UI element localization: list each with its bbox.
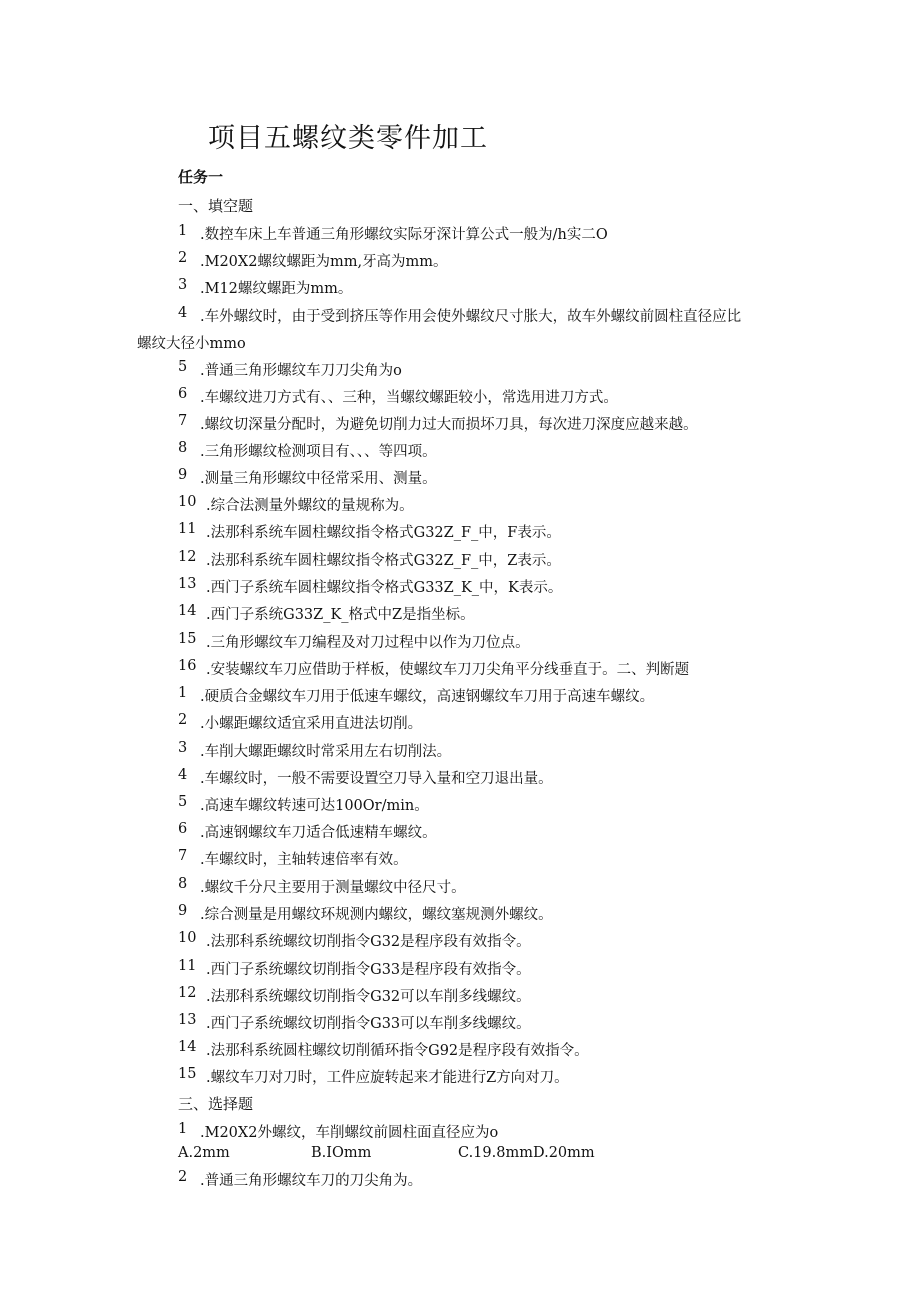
choice-option: A.2mm (178, 1145, 230, 1161)
item-text: .综合法测量外螺纹的量规称为。 (206, 498, 414, 514)
item-text: .螺纹千分尺主要用于测量螺纹中径尺寸。 (200, 880, 466, 896)
item-text: .车削大螺距螺纹时常采用左右切削法。 (200, 744, 452, 760)
item-number: 4 (178, 767, 188, 783)
item-text: .螺纹切深量分配时，为避免切削力过大而损坏刀具，每次进刀深度应越来越。 (200, 417, 698, 433)
item-number: 8 (178, 876, 188, 892)
item-text: .数控车床上车普通三角形螺纹实际牙深计算公式一般为/h实二O (200, 227, 608, 243)
section-choice-heading: 三、选择题 (178, 1095, 254, 1113)
section-fill-heading: 一、填空题 (178, 197, 254, 215)
item-number: 2 (178, 712, 188, 728)
item-number: 11 (178, 958, 197, 974)
item-text: .法那科系统螺纹切削指令G32可以车削多线螺纹。 (206, 989, 531, 1005)
item-number: 1 (178, 1121, 188, 1137)
item-text: .车外螺纹时，由于受到挤压等作用会使外螺纹尺寸胀大，故车外螺纹前圆柱直径应比 (200, 309, 742, 325)
item-number: 1 (178, 223, 188, 239)
item-text: .车螺纹进刀方式有、、三种，当螺纹螺距较小，常选用进刀方式。 (200, 390, 618, 406)
item-number: 1 (178, 685, 188, 701)
item-number: 15 (178, 631, 197, 647)
item-text: .普通三角形螺纹车刀刀尖角为o (200, 363, 402, 379)
item-text: .普通三角形螺纹车刀的刀尖角为。 (200, 1173, 423, 1189)
item-number: 11 (178, 521, 197, 537)
item-text: .车螺纹时，一般不需要设置空刀导入量和空刀退出量。 (200, 771, 553, 787)
item-number: 14 (178, 1039, 197, 1055)
item-text: .M12螺纹螺距为mm。 (200, 281, 353, 297)
item-text: .法那科系统车圆柱螺纹指令格式G32Z_F_中，Z表示。 (206, 553, 561, 569)
item-number: 10 (178, 930, 197, 946)
item-text: .高速车螺纹转速可达100Or/min。 (200, 798, 429, 814)
item-number: 4 (178, 305, 188, 321)
choice-option: C.19.8mmD.20mm (458, 1145, 595, 1161)
item-number: 16 (178, 658, 197, 674)
item-number: 7 (178, 848, 188, 864)
item-number: 10 (178, 494, 197, 510)
item-number: 15 (178, 1066, 197, 1082)
fill-item-continuation: 螺纹大径小mmo (137, 336, 246, 352)
item-number: 13 (178, 576, 197, 592)
item-number: 13 (178, 1012, 197, 1028)
item-text: .车螺纹时，主轴转速倍率有效。 (200, 852, 408, 868)
item-text: .法那科系统车圆柱螺纹指令格式G32Z_F_中，F表示。 (206, 525, 561, 541)
item-number: 9 (178, 467, 188, 483)
item-text: .综合测量是用螺纹环规测内螺纹，螺纹塞规测外螺纹。 (200, 907, 553, 923)
item-text: .西门子系统螺纹切削指令G33可以车削多线螺纹。 (206, 1016, 531, 1032)
item-text: .法那科系统螺纹切削指令G32是程序段有效指令。 (206, 934, 531, 950)
item-text: .西门子系统G33Z_K_格式中Z是指坐标。 (206, 607, 475, 623)
item-number: 14 (178, 603, 197, 619)
item-number: 5 (178, 794, 188, 810)
item-number: 6 (178, 386, 188, 402)
item-number: 12 (178, 549, 197, 565)
choice-option: B.IOmm (311, 1145, 372, 1161)
task-heading: 任务一 (178, 168, 224, 186)
item-text: .三角形螺纹检测项目有、、、等四项。 (200, 444, 437, 460)
item-text: .安装螺纹车刀应借助于样板，使螺纹车刀刀尖角平分线垂直于。二、判断题 (206, 662, 690, 678)
item-text: .西门子系统螺纹切削指令G33是程序段有效指令。 (206, 962, 531, 978)
item-number: 7 (178, 413, 188, 429)
item-text: .测量三角形螺纹中径常采用、测量。 (200, 471, 437, 487)
item-number: 9 (178, 903, 188, 919)
item-text: .西门子系统车圆柱螺纹指令格式G33Z_K_中，K表示。 (206, 580, 563, 596)
item-number: 6 (178, 821, 188, 837)
item-text: .小螺距螺纹适宜采用直进法切削。 (200, 716, 423, 732)
item-text: .螺纹车刀对刀时，工件应旋转起来才能进行Z方向对刀。 (206, 1070, 569, 1086)
item-text: .三角形螺纹车刀编程及对刀过程中以作为刀位点。 (206, 635, 530, 651)
item-number: 8 (178, 440, 188, 456)
item-number: 3 (178, 277, 188, 293)
item-text: .硬质合金螺纹车刀用于低速车螺纹，高速钢螺纹车刀用于高速车螺纹。 (200, 689, 655, 705)
item-text: .高速钢螺纹车刀适合低速精车螺纹。 (200, 825, 437, 841)
item-number: 5 (178, 359, 188, 375)
item-number: 12 (178, 985, 197, 1001)
item-text: .M20X2外螺纹，车削螺纹前圆柱面直径应为o (200, 1125, 499, 1141)
item-text: .法那科系统圆柱螺纹切削循环指令G92是程序段有效指令。 (206, 1043, 589, 1059)
item-number: 3 (178, 740, 188, 756)
item-number: 2 (178, 250, 188, 266)
page-title: 项目五螺纹类零件加工 (208, 123, 488, 154)
item-text: .M20X2螺纹螺距为mm,牙高为mm。 (200, 254, 448, 270)
item-number: 2 (178, 1169, 188, 1185)
